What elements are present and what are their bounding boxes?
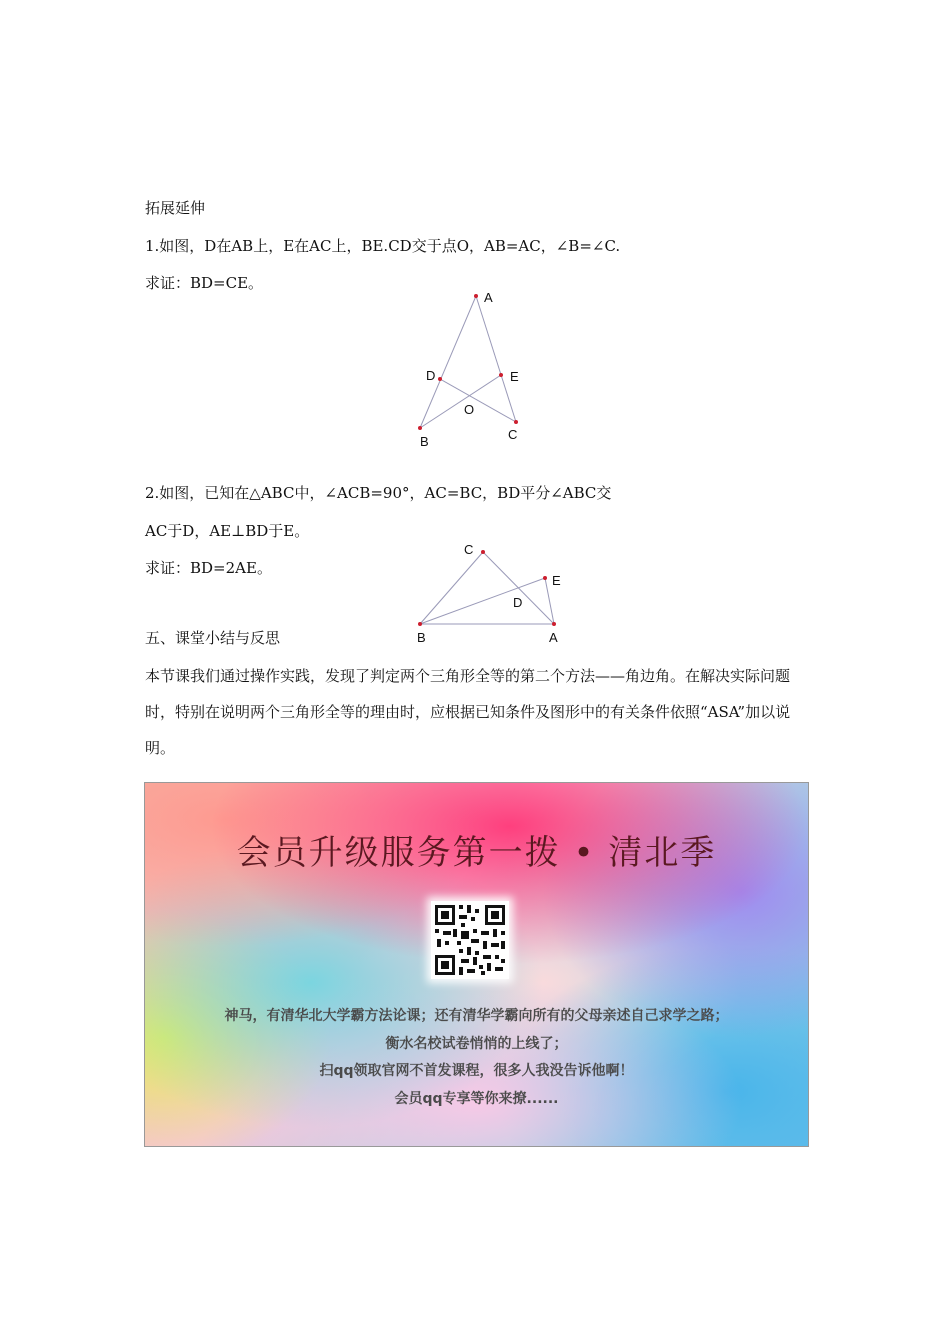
problem2-statement: 2.如图，已知在△ABC中，∠ACB=90°，AC=BC，BD平分∠ABC交 (145, 484, 612, 502)
label-c: C (508, 427, 518, 442)
label-b: B (420, 434, 429, 449)
label-c: C (464, 542, 474, 557)
summary-heading: 五、课堂小结与反思 (145, 629, 281, 647)
banner-title: 会员升级服务第一拨 • 清北季 (236, 833, 717, 873)
problem2-condition: AC于D，AE⊥BD于E。 (145, 522, 310, 540)
point-a (552, 622, 556, 626)
banner-line-3: 扫qq领取官网不首发课程，很多人我没告诉他啊！ (319, 1063, 634, 1079)
segment-bc (420, 552, 483, 624)
point-b (418, 426, 422, 430)
point-c (481, 550, 485, 554)
label-b: B (417, 630, 426, 645)
banner-line-4: 会员qq专享等你来撩...... (394, 1091, 559, 1107)
label-d: D (513, 595, 523, 610)
banner-line-2: 衡水名校试卷悄悄的上线了； (385, 1036, 568, 1052)
qr-code-icon[interactable] (431, 901, 509, 979)
problem1-statement: 1.如图，D在AB上，E在AC上，BE.CD交于点O，AB=AC，∠B=∠C. (145, 237, 621, 255)
segment-be (420, 578, 545, 624)
problem1-prove: 求证：BD=CE。 (145, 274, 264, 292)
label-d: D (426, 368, 436, 383)
label-a: A (549, 630, 558, 645)
extension-heading: 拓展延伸 (145, 199, 206, 217)
point-a (474, 294, 478, 298)
point-b (418, 622, 422, 626)
figure1-diagram (400, 285, 540, 450)
point-e (543, 576, 547, 580)
label-e: E (552, 573, 561, 588)
figure2-diagram (410, 540, 570, 648)
label-e: E (510, 369, 519, 384)
banner-line-1: 神马，有清华北大学霸方法论课；还有清华学霸向所有的父母亲述自己求学之路； (224, 1008, 729, 1024)
label-o: O (464, 402, 475, 417)
problem2-prove: 求证：BD=2AE。 (145, 559, 272, 577)
point-d (438, 377, 442, 381)
label-a: A (484, 290, 493, 305)
membership-banner[interactable] (144, 782, 809, 1147)
point-e (499, 373, 503, 377)
summary-body: 本节课我们通过操作实践，发现了判定两个三角形全等的第二个方法——角边角。在解决实际问题时，特别在说明两个三角形全等的理由时，应根据已知条件及图形中的有关条件依照“ASA”加以说明。 (145, 667, 791, 757)
point-c (514, 420, 518, 424)
